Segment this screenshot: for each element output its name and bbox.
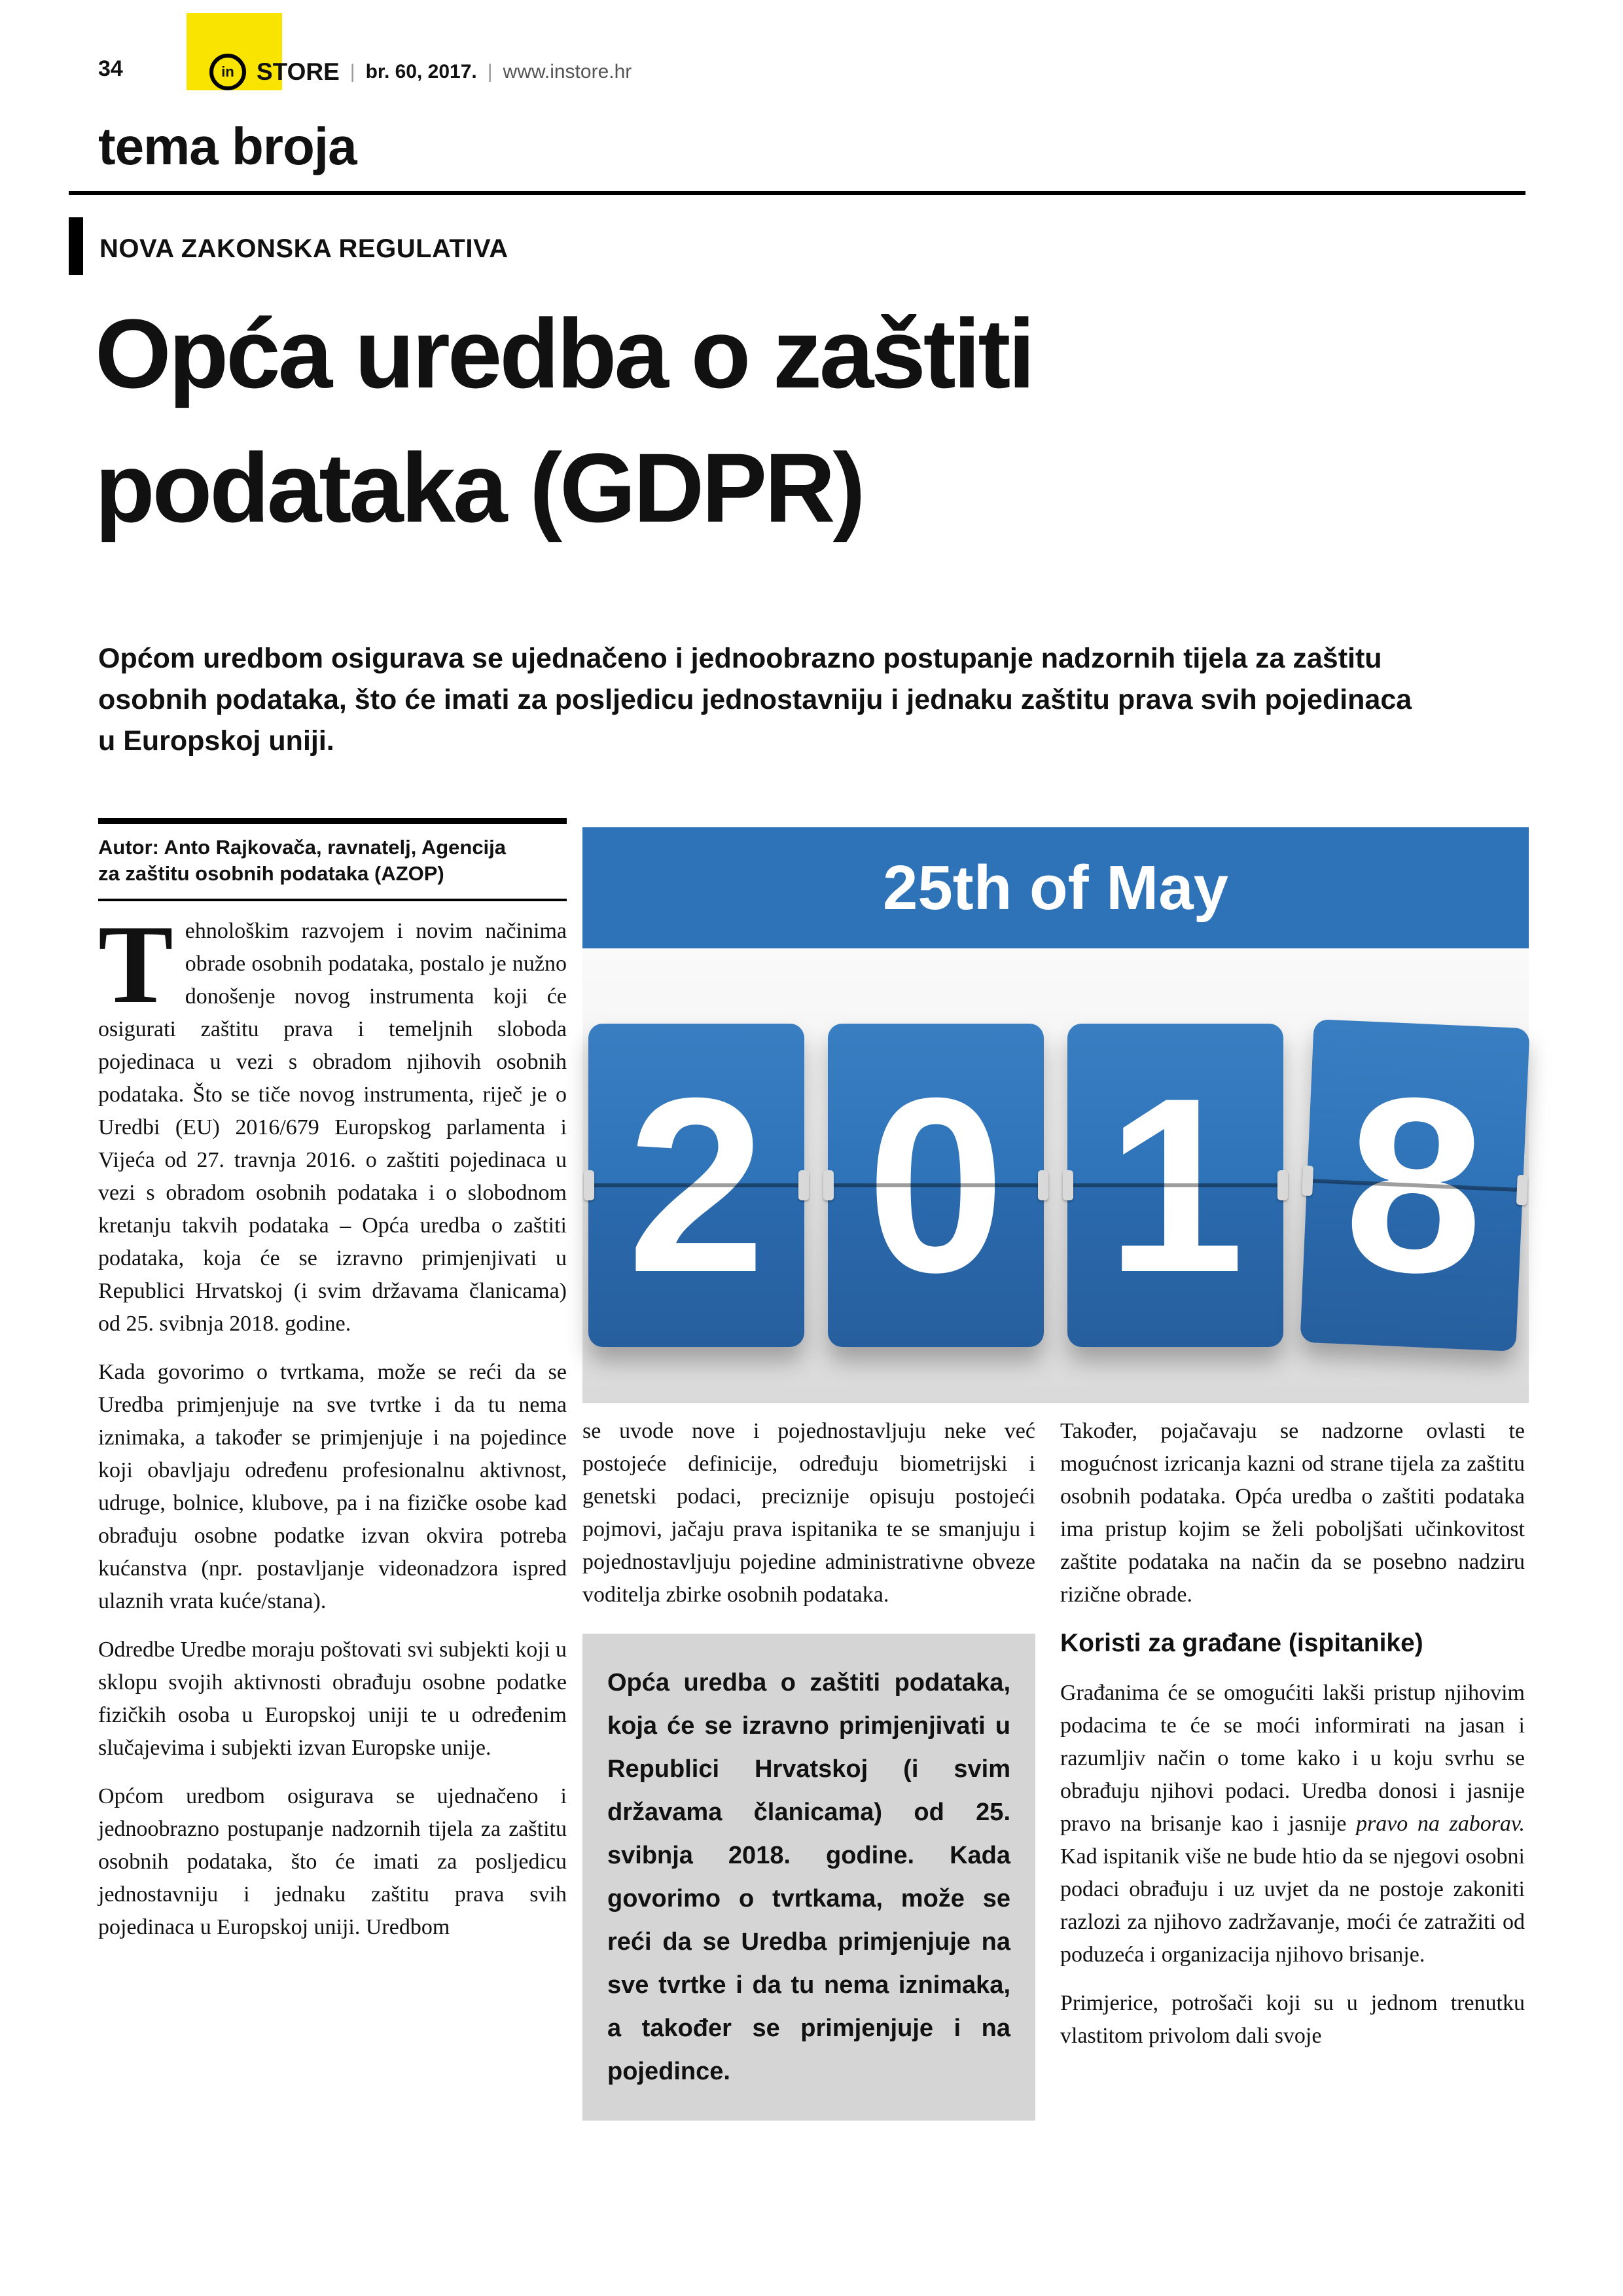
flip-split-line xyxy=(828,1183,1044,1187)
paragraph-text: Kad ispitanik više ne bude htio da se njegovi osobni podaci obrađuju i uz uvjet da ne postoje zakoniti razlozi za njihovo zadržavanje, moći će zatražiti od poduzeća i organizacija njihovo brisanje. xyxy=(1060,1844,1525,1967)
flip-hinge-right xyxy=(1038,1170,1048,1200)
body-paragraph xyxy=(98,903,567,1340)
body-paragraph: Primjerice, potrošači koji su u jednom trenutku vlastitom privolom dali svoje xyxy=(1060,1991,1525,2048)
body-paragraph: se uvode nove i pojednostavljuju neke već postojeće definicije, određuju biometrijski i genetski podaci, preciznije opisuju postojeći pojmovi, jačaju prava ispitanika te se smanjuju i pojednostavljuju pojedine administrativne obveze voditelja zbirke osobnih podataka. xyxy=(582,1419,1035,1607)
flip-digit: 1 xyxy=(1106,1046,1245,1324)
article-lead: Općom uredbom osigurava se ujednačeno i jednoobrazno postupanje nadzornih tijela za zaštitu osobnih podataka, što će imati za posljedicu jednostavniju i jednaku zaštitu prava svih pojedinaca u Europskoj uniji. xyxy=(98,643,1412,757)
flip-card-1 xyxy=(1067,1024,1283,1347)
issue-number: br. 60, 2017. xyxy=(365,61,477,82)
flip-digit: 8 xyxy=(1340,1043,1490,1327)
flip-split-line xyxy=(588,1183,804,1187)
left-column xyxy=(98,903,567,1960)
article-title-line2: podataka (GDPR) xyxy=(95,433,863,543)
flip-hinge-right xyxy=(1277,1170,1288,1200)
body-paragraph: Općom uredbom osigurava se ujednačeno i jednoobrazno postupanje nadzornih tijela za zaštitu osobnih podataka, što će imati za posljedicu jednostavniju i jednaku zaštitu prava svih pojedinaca u Europskoj uniji. Uredbom xyxy=(98,1784,567,1939)
paragraph-text: ehnološkim razvojem i novim načinima obrade osobnih podataka, postalo je nužno donošenje novog instrumenta koji će osigurati zaštitu prava i temeljnih sloboda pojedinaca u vezi s obradom njihovih osobnih podataka. Što se tiče novog instrumenta, riječ je o Uredbi (EU) 2016/679 Europskog parlamenta i Vijeća od 27. travnja 2016. o zaštiti pojedinaca u vezi s obradom osobnih podataka i o slobodnom kretanju takvih podataka – Opća uredba o zaštiti podataka, koja će se izravno primjenjivati u Republici Hrvatskoj (i svim državama članicama) od 25. svibnja 2018. godine. xyxy=(98,919,567,1336)
paragraph-text: Građanima će se omogućiti lakši pristup njihovim podacima te će se moći informirati na jasan i razumljiv način o tome kako i u koju svrhu se obrađuju njihovi podaci. Uredba donosi i jasnije pravo na brisanje kao i jasnije xyxy=(1060,1681,1525,1836)
right-column xyxy=(1060,1415,1525,2068)
instore-logo-icon xyxy=(209,54,246,90)
header-separator: | xyxy=(349,61,355,82)
italic-phrase: pravo na zaborav. xyxy=(1355,1812,1525,1836)
page-number: 34 xyxy=(98,56,123,81)
body-paragraph: Odredbe Uredbe moraju poštovati svi subjekti koji u sklopu svojih aktivnosti obrađuju osobne podatke fizičkih osoba u Europskoj uniji te u određenim slučajevima i subjekti izvan Europske unije. xyxy=(98,1638,567,1760)
flip-clock-cards xyxy=(582,1024,1529,1347)
body-paragraph xyxy=(1060,1677,1525,1971)
author-box xyxy=(98,818,567,901)
body-paragraph: Kada govorimo o tvrtkama, može se reći da se Uredba primjenjuje na sve tvrtke i da tu nema iznimaka, a također se primjenjuje i na pojedince koji obavljaju određenu profesionalnu aktivnost, udruge, bolnice, klubove, pa i na fizičke osobe kad obrađuju osobne podatke izvan okvira potreba kućanstva (npr. postavljanje videonadzora ispred ulaznih vrata kuće/stana). xyxy=(98,1360,567,1613)
section-title: tema broja xyxy=(98,117,357,175)
flip-clock-photo xyxy=(582,822,1529,1403)
flip-hinge-left xyxy=(584,1170,594,1200)
brand-name: STORE xyxy=(257,58,340,85)
flip-card-2 xyxy=(588,1024,804,1347)
flip-split-line xyxy=(1067,1183,1283,1187)
header-separator: | xyxy=(487,61,493,82)
flip-digit: 0 xyxy=(866,1046,1005,1324)
kicker: NOVA ZAKONSKA REGULATIVA xyxy=(99,234,508,263)
highlight-box: Opća uredba o zaštiti podataka, koja će se izravno primjenjivati u Republici Hrvatskoj (i svim državama članicama) od 25. svibnja 2018. godine. Kada govorimo o tvrtkama, može se reći da se Uredba primjenjuje na sve tvrtke i da tu nema iznimaka, a također se primjenjuje i na pojedince. xyxy=(582,1634,1035,2121)
kicker-bar xyxy=(69,217,83,275)
website-url: www.instore.hr xyxy=(503,61,632,82)
flip-clock-caption: 25th of May xyxy=(882,852,1229,923)
body-paragraph: Također, pojačavaju se nadzorne ovlasti te mogućnost izricanja kazni od strane tijela za zaštitu osobnih podataka. Opća uredba o zaštiti podataka ima pristup kojim se želi poboljšati učinkovitost zaštite podataka na način da se posebno nadziru rizične obrade. xyxy=(1060,1419,1525,1607)
flip-digit: 2 xyxy=(627,1046,766,1324)
subheading: Koristi za građane (ispitanike) xyxy=(1060,1629,1423,1657)
article-title xyxy=(95,287,1033,555)
flip-hinge-right xyxy=(798,1170,809,1200)
flip-hinge-left xyxy=(1302,1166,1313,1196)
article-title-line1: Opća uredba o zaštiti xyxy=(95,298,1033,408)
middle-column xyxy=(582,1415,1035,2121)
page-header xyxy=(209,54,632,90)
flip-hinge-left xyxy=(823,1170,834,1200)
section-divider xyxy=(69,191,1525,195)
logo-mark: in xyxy=(221,63,234,80)
author-line2: za zaštitu osobnih podataka (AZOP) xyxy=(98,862,444,885)
author-line1: Autor: Anto Rajkovača, ravnatelj, Agencija xyxy=(98,836,507,859)
flip-hinge-left xyxy=(1063,1170,1073,1200)
flip-hinge-right xyxy=(1516,1175,1528,1206)
flip-card-0 xyxy=(828,1024,1044,1347)
flip-clock-header xyxy=(582,827,1529,948)
dropcap: T xyxy=(98,903,173,1027)
flip-card-8 xyxy=(1300,1019,1529,1352)
